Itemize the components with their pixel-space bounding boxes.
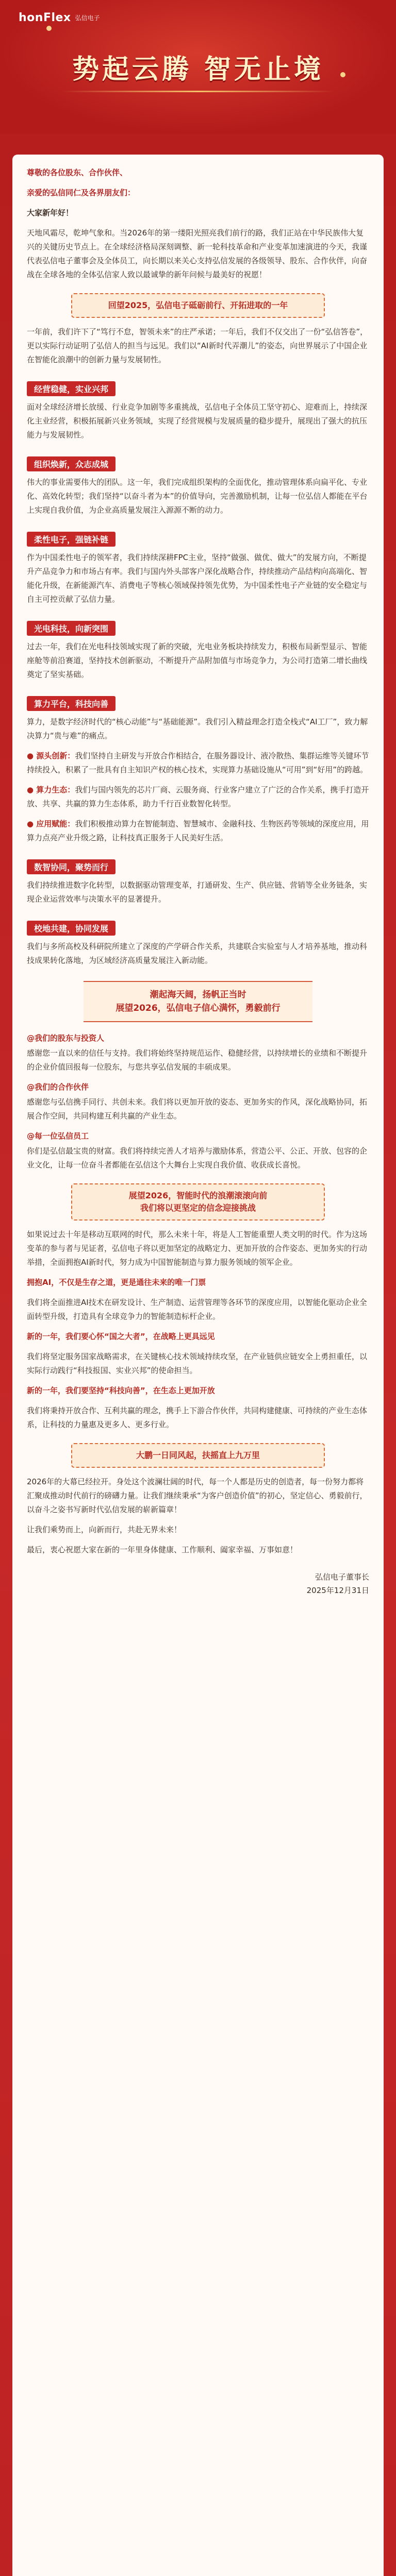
section-text-university: 我们与多所高校及科研院所建立了深度的产学研合作关系，共建联合实验室与人才培养基地，推动科技成果转化落地，为区域经济高质量发展注入新动能。 (27, 942, 368, 965)
logo-text: honFlex (19, 11, 71, 24)
review-intro: 一年前，我们许下了“笃行不怠，智领未来”的庄严承诺；一年后，我们不仅交出了一份“弘信答卷”，更以实际行动证明了弘信人的担当与远见。我们以“AI新时代弄潮儿”的姿态，向世界展示了中国企业在智能化浪潮中的创新力量与发展韧性。 (27, 327, 368, 364)
section-heading-operations: 经营稳健，实业兴邦 (27, 381, 116, 396)
closing-paragraph-1: 2026年的大幕已经拉开。身处这个波澜壮阔的时代，每一个人都是历史的创造者，每一份努力都将汇聚成推动时代前行的磅礴力量。让我们继续秉承“为客户创造价值”的初心，坚定信心、勇毅前行，以奋斗之姿书写新时代弘信发展的崭新篇章！ (27, 1477, 368, 1514)
section-heading-computing: 算力平台，科技向善 (27, 696, 116, 711)
section-text-optoelectronics: 过去一年，我们在光电科技领域实现了新的突破，光电业务板块持续发力，积极布局新型显示、智能座舱等前沿赛道，坚持技术创新驱动，不断提升产品附加值与市场竞争力，为公司打造第二增长曲线奠定了坚实基础。 (27, 642, 368, 679)
bullet-text: 我们积极推动算力在智能制造、智慧城市、金融科技、生物医药等领域的深度应用，用算力点亮产业升级之路，让科技真正服务于人民美好生活。 (27, 819, 369, 842)
closing-banner: 大鹏一日同风起，扶摇直上九万里 (71, 1443, 325, 1468)
section-heading-digital: 数智协同，聚势而行 (27, 859, 116, 874)
section-heading-organization: 组织焕新，众志成城 (27, 456, 116, 471)
sub-text-partners: 感谢您与弘信携手同行、共创未来。我们将以更加开放的姿态、更加务实的作风，深化战略协同，拓展合作空间，共同构建互利共赢的产业生态。 (27, 1097, 368, 1121)
outlook-point-text: 我们将秉持开放合作、互利共赢的理念，携手上下游合作伙伴，共同构建健康、可持续的产业生态体系，让科技的力量惠及更多人、更多行业。 (27, 1406, 368, 1429)
letter-card (12, 155, 384, 2576)
bullet-text: 我们与国内领先的芯片厂商、云服务商、行业客户建立了广泛的合作关系，携手打造开放、共享、共赢的算力生态体系，助力千行百业数智化转型。 (27, 785, 369, 808)
sub-text-employees: 你们是弘信最宝贵的财富。我们将持续完善人才培养与激励体系，营造公平、公正、开放、包容的企业文化，让每一位奋斗者都能在弘信这个大舞台上实现自我价值、收获成长喜悦。 (27, 1146, 368, 1170)
greeting-line-1: 尊敬的各位股东、合作伙伴、 (27, 168, 128, 177)
bullet-title: ● 源头创新： (27, 751, 75, 760)
future-banner: 展望2026，智能时代的浪潮滚滚向前 我们将以更坚定的信念迎接挑战 (71, 1183, 325, 1221)
computing-bullet (27, 817, 369, 845)
sub-heading-partners: @我们的合作伙伴 (27, 1082, 89, 1092)
outlook-point-title: 新的一年，我们要坚持“科技向善”，在生态上更加开放 (27, 1386, 215, 1395)
outlook-banner: 潮起海天阔，扬帆正当时 展望2026，弘信电子信心满怀，勇毅前行 (84, 981, 312, 1022)
outlook-point-text: 我们将全面推进AI技术在研发设计、生产制造、运营管理等各环节的深度应用，以智能化驱动企业全面转型升级，打造具有全球竞争力的智能制造标杆企业。 (27, 1298, 367, 1321)
computing-bullet (27, 783, 369, 811)
intro-paragraph: 天地风霜尽，乾坤气象和。当2026年的第一缕阳光照亮我们前行的路，我们正站在中华民族伟大复兴的关键历史节点上。在全球经济格局深刻调整、新一轮科技革命和产业变革加速演进的今天，我谨代表弘信电子董事会及全体员工，向长期以来关心支持弘信发展的各级领导、股东、合作伙伴，向奋战在全球各地的全体弘信家人致以最诚挚的新年问候与最美好的祝愿！ (27, 228, 368, 279)
section-heading-flexible-electronics: 柔性电子，强链补链 (27, 532, 116, 547)
section-heading-optoelectronics: 光电科技，向新突围 (27, 621, 116, 636)
signature-date: 2025年12月31日 (306, 1586, 369, 1595)
brand-logo (19, 11, 100, 24)
sub-heading-employees: @每一位弘信员工 (27, 1131, 89, 1141)
computing-bullet (27, 749, 369, 777)
bullet-title: ● 应用赋能： (27, 819, 75, 828)
section-text-organization: 伟大的事业需要伟大的团队。这一年，我们完成组织架构的全面优化，推动管理体系向扁平化、专业化、高效化转型；我们坚持“以奋斗者为本”的价值导向，完善激励机制，让每一位弘信人都能在平台上实现自我价值，为企业高质量发展注入源源不断的动力。 (27, 478, 368, 515)
title-divider (62, 91, 334, 92)
review-banner: 回望2025，弘信电子砥砺前行、开拓进取的一年 (71, 293, 325, 318)
outlook-point-title: 新的一年，我们要心怀“国之大者”，在战略上更具远见 (27, 1332, 215, 1341)
section-heading-university: 校地共建，协同发展 (27, 921, 116, 936)
bullet-title: ● 算力生态： (27, 785, 75, 794)
section-text-flexible-electronics: 作为中国柔性电子的领军者，我们持续深耕FPC主业，坚持“做强、做优、做大”的发展方向，不断提升产品竞争力和市场占有率。我们与国内外头部客户深化战略合作，持续推动产品结构向高端化、智能化升级，在新能源汽车、消费电子等核心领域保持领先优势，为中国柔性电子产业链的安全稳定与自主可控贡献了弘信力量。 (27, 553, 368, 604)
header (0, 0, 396, 134)
bullet-text: 我们坚持自主研发与开放合作相结合，在服务器设计、液冷散热、集群运维等关键环节持续投入，积累了一批具有自主知识产权的核心技术，实现算力基础设施从“可用”到“好用”的跨越。 (27, 751, 369, 774)
sub-text-shareholders: 感谢您一直以来的信任与支持。我们将始终坚持规范运作、稳健经营，以持续增长的业绩和不断提升的企业价值回报每一位股东，与您共享弘信发展的丰硕成果。 (27, 1048, 368, 1072)
outlook-point (27, 1330, 369, 1344)
outlook-point-title: 拥抱AI，不仅是生存之道，更是通往未来的唯一门票 (27, 1278, 206, 1287)
outlook-point (27, 1276, 369, 1290)
sub-heading-shareholders: @我们的股东与投资人 (27, 1033, 105, 1043)
closing-paragraph-3: 最后，衷心祝愿大家在新的一年里身体健康、工作顺利、阖家幸福、万事如意！ (27, 1545, 298, 1554)
greeting-line-2: 亲爱的弘信同仁及各界朋友们： (27, 188, 136, 197)
signature-title: 弘信电子董事长 (315, 1572, 369, 1582)
logo-subtitle: 弘信电子 (75, 14, 100, 22)
outlook-point-text: 我们将坚定服务国家战略需求，在关键核心技术领域持续攻坚，在产业链供应链安全上勇担重任，以实际行动践行“科技报国、实业兴邦”的使命担当。 (27, 1352, 368, 1375)
closing-paragraph-2: 让我们乘势而上，向新而行，共赴无界未来！ (27, 1525, 182, 1534)
outlook-paragraph: 如果说过去十年是移动互联网的时代，那么未来十年，将是人工智能重塑人类文明的时代。作为这场变革的参与者与见证者，弘信电子将以更加坚定的战略定力、更加开放的合作姿态、更加务实的行动举措，全面拥抱AI新时代，努力成为中国智能制造与算力服务领域的领军企业。 (27, 1230, 368, 1267)
page-title: 势起云腾 智无止境 (72, 54, 324, 85)
section-text-operations: 面对全球经济增长放缓、行业竞争加剧等多重挑战，弘信电子全体员工坚守初心、迎难而上，持续深化主业经营，积极拓展新兴业务领域，实现了经营规模与发展质量的稳步提升，展现出了强大的抗压能力与发展韧性。 (27, 402, 368, 439)
star-icon (46, 26, 52, 31)
outlook-point (27, 1384, 369, 1398)
section-text-computing: 算力，是数字经济时代的“核心动能”与“基础能源”。我们引入精益理念打造全栈式“AI工厂”，致力解决算力“贵与难”的痛点。 (27, 717, 368, 740)
section-text-digital: 我们持续推进数字化转型，以数据驱动管理变革，打通研发、生产、供应链、营销等全业务链条，实现企业运营效率与决策水平的显著提升。 (27, 880, 368, 904)
new-year-greeting: 大家新年好！ (27, 208, 74, 217)
signature (27, 1570, 369, 1597)
